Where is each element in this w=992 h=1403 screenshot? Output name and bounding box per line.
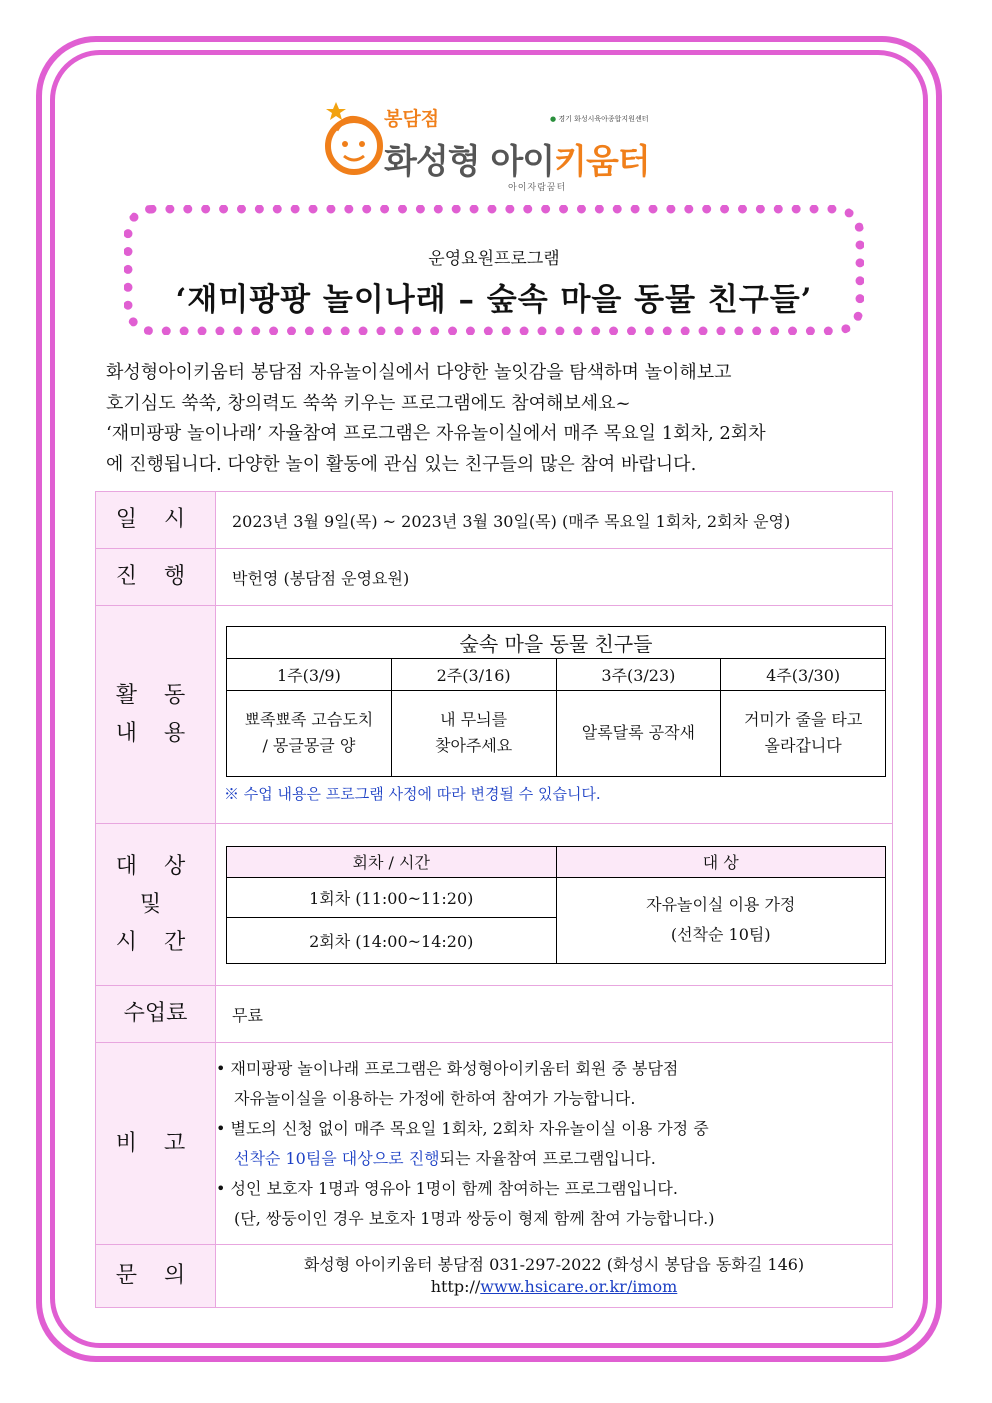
week-header: 4주(3/30) [721, 658, 886, 690]
activity-cell [216, 606, 893, 824]
value-fee: 무료 [216, 986, 893, 1043]
target-table [226, 846, 886, 964]
label-date: 일 시 [96, 492, 216, 549]
title-box [124, 205, 864, 335]
target-col1-header: 회차 / 시간 [227, 846, 557, 877]
session-1: 1회차 (11:00~11:20) [227, 877, 557, 917]
logo-title: 화성형 아이키움터 [384, 142, 650, 182]
info-table [95, 491, 893, 1308]
week-header: 1주(3/9) [227, 658, 392, 690]
contact-info: 화성형 아이키움터 봉담점 031-297-2022 (화성시 봉담읍 동화길 146) http://www.hsicare.or.kr/imom [216, 1245, 893, 1308]
highlight-text: 선착순 10팀을 대상으로 진행 [234, 1148, 440, 1168]
row-contact [96, 1245, 893, 1308]
activity-table-title: 숲속 마을 동물 친구들 [227, 626, 886, 658]
value-date: 2023년 3월 9일(목) ~ 2023년 3월 30일(목) (매주 목요일 1회차, 2회차 운영) [216, 492, 893, 549]
label-remarks: 비 고 [96, 1043, 216, 1245]
intro-line: 에 진행됩니다. 다양한 놀이 활동에 관심 있는 친구들의 많은 참여 바랍니다. [106, 453, 697, 475]
title-subtitle: 운영요원프로그램 [428, 249, 560, 269]
week-content: 거미가 줄을 타고 올라갑니다 [721, 690, 886, 776]
website-link[interactable]: www.hsicare.or.kr/imom [480, 1277, 678, 1296]
target-cell [216, 824, 893, 986]
intro-line: ‘재미팡팡 놀이나래’ 자율참여 프로그램은 자유놀이실에서 매주 목요일 1회차, 2회차 [106, 423, 766, 444]
week-header: 3주(3/23) [556, 658, 721, 690]
activity-table [226, 626, 886, 777]
label-contact: 문 의 [96, 1245, 216, 1308]
row-fee [96, 986, 893, 1043]
row-remarks [96, 1043, 893, 1245]
intro-line: 호기심도 쑥쑥, 창의력도 쑥쑥 키우는 프로그램에도 참여해보세요~ [106, 392, 631, 414]
logo-center-name: ● 경기 화성시육아종합지원센터 [550, 115, 649, 123]
week-header: 2주(3/16) [391, 658, 556, 690]
remarks-list: • 재미팡팡 놀이나래 프로그램은 화성형아이키움터 회원 중 봉담점 자유놀이실을 이용하는 가정에 한하여 참여가 가능합니다. • 별도의 신청 없이 매주 목요일 1회차, 2회차 자유놀이실 이용 가정 중 선착순 10팀을 대상으로 진행되는 자율참여 프로그램입니다. • 성인 보호자 1명과 영유아 1명이 함께 참여하는 프로그램입니다. (단, 쌍둥이인 경우 보호자 1명과 쌍둥이 형제 함께 참여 가능합니다.) [216, 1043, 893, 1245]
logo-subtitle: 아이자람꿈터 [508, 183, 567, 193]
intro-text [106, 358, 896, 480]
target-desc: 자유놀이실 이용 가정 (선착순 10팀) [556, 877, 886, 963]
week-content: 알록달록 공작새 [556, 690, 721, 776]
label-activity: 활 동 내 용 [96, 606, 216, 824]
label-fee: 수업료 [96, 986, 216, 1043]
logo [322, 100, 672, 193]
row-host [96, 549, 893, 606]
session-2: 2회차 (14:00~14:20) [227, 917, 557, 963]
logo-branch: 봉담점 [384, 108, 440, 130]
label-host: 진 행 [96, 549, 216, 606]
label-target: 대 상 및 시 간 [96, 824, 216, 986]
smiley-logo-icon [322, 100, 384, 182]
value-host: 박헌영 (봉담점 운영요원) [216, 549, 893, 606]
activity-note: ※ 수업 내용은 프로그램 사정에 따라 변경될 수 있습니다. [224, 784, 601, 803]
page-title: ‘재미팡팡 놀이나래 – 숲속 마을 동물 친구들’ [175, 282, 813, 318]
row-date [96, 492, 893, 549]
week-content: 뾰족뾰족 고슴도치 / 몽글몽글 양 [227, 690, 392, 776]
target-col2-header: 대 상 [556, 846, 886, 877]
week-content: 내 무늬를 찾아주세요 [391, 690, 556, 776]
row-activity [96, 606, 893, 824]
intro-line: 화성형아이키움터 봉담점 자유놀이실에서 다양한 놀잇감을 탐색하며 놀이해보고 [106, 362, 732, 383]
row-target [96, 824, 893, 986]
center-logo-icon: ● [550, 115, 557, 123]
